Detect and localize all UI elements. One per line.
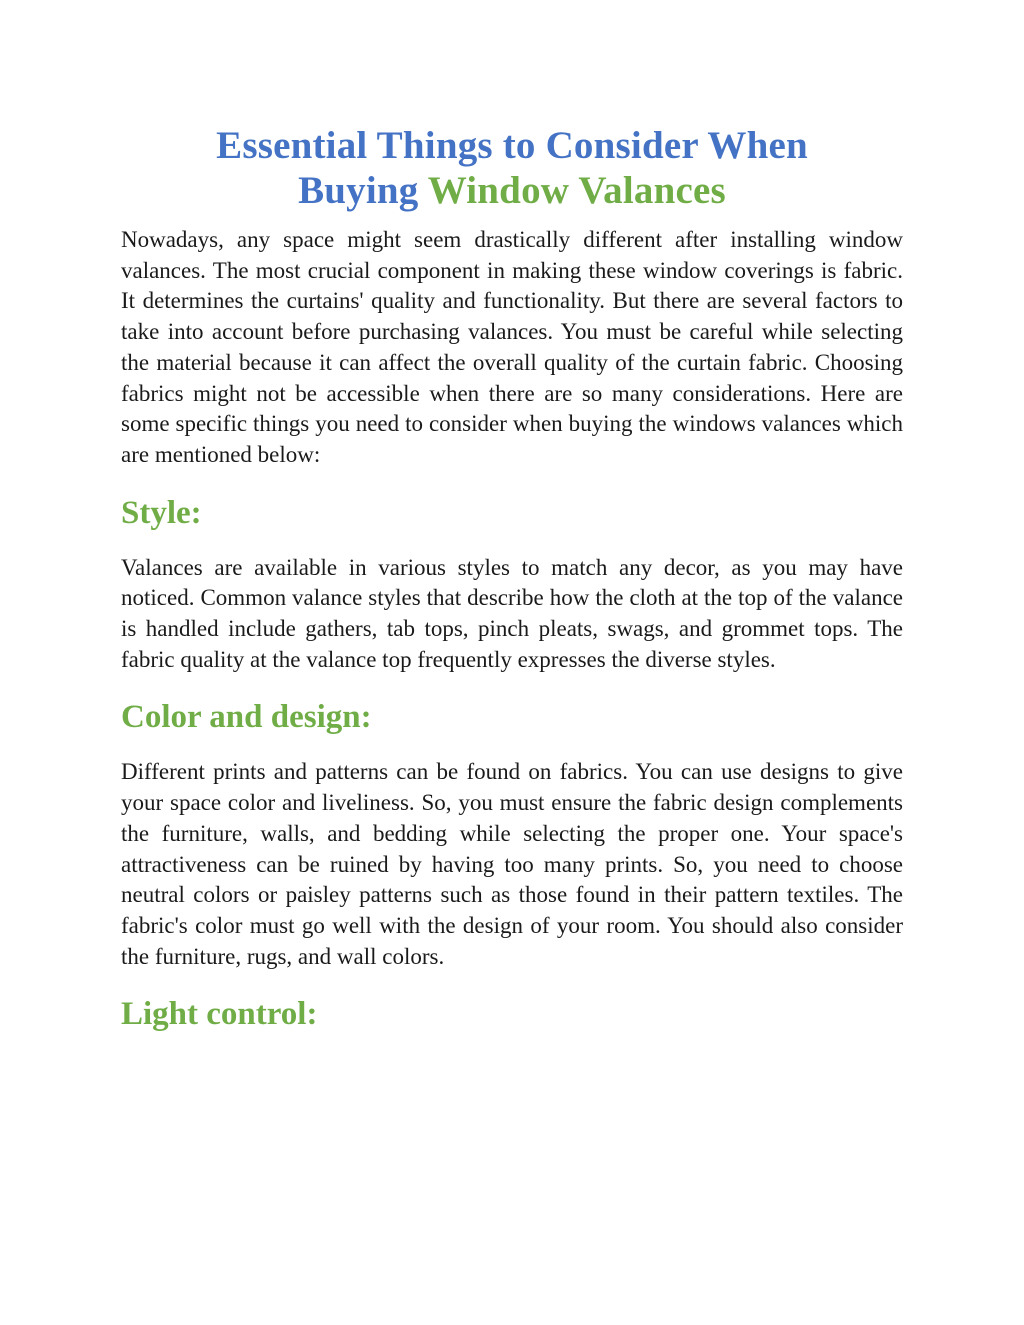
- document-title: [121, 123, 903, 213]
- title-accent: Window Valances: [427, 169, 726, 212]
- section-heading-style: Style:: [121, 494, 202, 531]
- document-page: [121, 0, 903, 1034]
- section-heading-color-and-design: Color and design:: [121, 699, 372, 736]
- section-heading-light-control: Light control:: [121, 996, 318, 1033]
- title-line-1: Essential Things to Consider When: [216, 124, 808, 167]
- section-text-color-and-design: Different prints and patterns can be found on fabrics. You can use designs to give your space color and liveliness. So, you must ensure the fabric design complements the furniture, walls, and bedding while selecting the proper one. Your space's attractiveness can be ruined by having too many prints. So, you need to choose neutral colors or paisley patterns such as those found in their pattern textiles. The fabric's color must go well with the design of your room. You should also consider the furniture, rugs, and wall colors.: [121, 759, 903, 969]
- title-line-2-prefix: Buying: [298, 169, 419, 212]
- intro-paragraph: Nowadays, any space might seem drastically different after installing window valances. The most crucial component in making these window coverings is fabric. It determines the curtains' quality and functionality. But there are several factors to take into account before purchasing valances. You must be careful while selecting the material because it can affect the overall quality of the curtain fabric. Choosing fabrics might not be accessible when there are so many considerations. Here are some specific things you need to consider when buying the windows valances which are mentioned below:: [121, 227, 903, 467]
- section-text-style: Valances are available in various styles to match any decor, as you may have noticed. Common valance styles that describe how the cloth at the top of the valance is handled include gathers, tab tops, pinch pleats, swags, and grommet tops. The fabric quality at the valance top frequently expresses the diverse styles.: [121, 554, 903, 672]
